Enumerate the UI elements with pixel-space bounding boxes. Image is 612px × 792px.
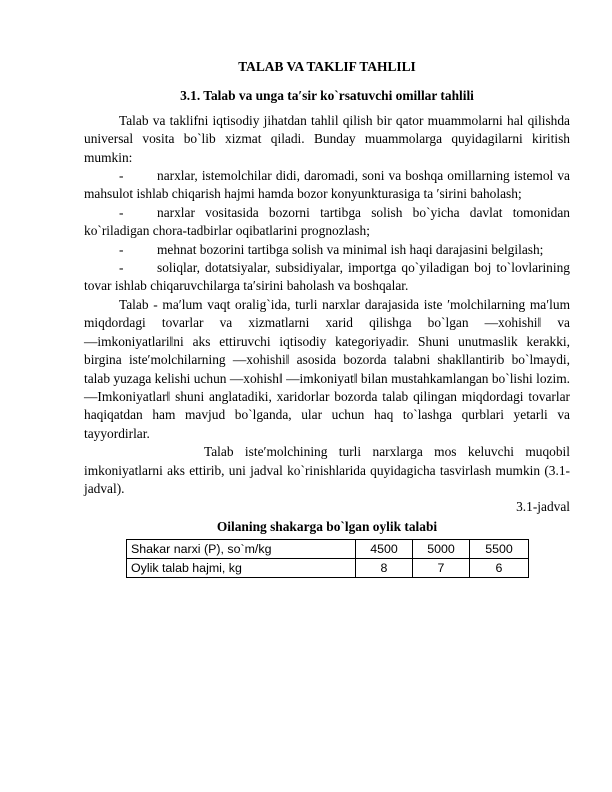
list-item-text: narxlar vositasida bozorni tartibga solish bo`yicha davlat tomonidan ko`riladigan chora-tadbirlar oqibatlarini prognozlash;: [84, 204, 570, 239]
table-cell: 4500: [356, 540, 413, 559]
table-cell-label: Oylik talab hajmi, kg: [127, 559, 356, 578]
section-title: 3.1. Talab va unga ta′sir ko`rsatuvchi omillar tahlili: [180, 88, 474, 104]
list-dash: -: [119, 260, 124, 276]
table-cell-label: Shakar narxi (P), so`m/kg: [127, 540, 356, 559]
table-row: [127, 540, 529, 559]
table-cell: 5000: [413, 540, 470, 559]
list-dash: -: [119, 204, 124, 220]
table-cell: 8: [356, 559, 413, 578]
list-item-text: narxlar, istemolchilar didi, daromadi, soni va boshqa omillarning istemol va mahsulot ishlab chiqarish hajmi hamda bozor konyunkturasiga ta ′sirini baholash;: [84, 168, 570, 202]
demand-definition-paragraph: Talab - ma′lum vaqt oralig`ida, turli narxlar darajasida iste ′molchilarning ma′lum miqdordagi tovarlar va xizmatlarni xarid qilishga bo`lgan ―xohishi‖ va ―imkoniyatlari‖ni aks ettiruvchi iqtisodiy kategoriyadir. Shuni unutmaslik kerakki, birgina iste′molchilarning ―xohishi‖ asosida bozorda talabni shakllantirib bo`lmaydi, talab yuzaga kelishi uchun ―xohish‖ ―imkoniyat‖ bilan mustahkamlangan bo`lishi lozim. ―Imkoniyatlar‖ shuni anglatadiki, xaridorlar bozorda talab qilingan miqdordagi tovarlar haqiqatdan ham mavjud bo`lganda, ular uchun haq to`lashga qurblari yetarli va tayyordirlar.: [84, 296, 570, 441]
table-cell: 7: [413, 559, 470, 578]
table-cell: 5500: [470, 540, 529, 559]
demand-table: [126, 539, 529, 578]
list-item: [84, 241, 570, 259]
table-label: 3.1-jadval: [516, 499, 570, 515]
table-row: [127, 559, 529, 578]
document-heading: TALAB VA TAKLIF TAHLILI: [238, 59, 416, 74]
table-cell: 6: [470, 559, 529, 578]
list-item: [84, 259, 570, 296]
intro-paragraph: Talab va taklifni iqtisodiy jihatdan tahlil qilish bir qator muammolarni hal qilishda universal vosita bo`lib xizmat qiladi. Bunday muammolarga quyidagilarni kiritish mumkin:: [84, 112, 570, 165]
list-dash: -: [119, 241, 124, 257]
list-item: [84, 204, 570, 241]
list-item: [84, 167, 570, 204]
list-item-text: mehnat bozorini tartibga solish va minimal ish haqi darajasini belgilash;: [157, 241, 544, 257]
table-intro-paragraph: Talab iste′molchining turli narxlarga mos keluvchi muqobil imkoniyatlarni aks ettirib, uni jadval ko`rinishlarida quyidagicha tasvirlash mumkin (3.1-jadval).: [84, 444, 570, 496]
list-dash: -: [119, 168, 124, 184]
table-title: Oilaning shakarga bo`lgan oylik talabi: [216, 518, 438, 534]
list-item-text: soliqlar, dotatsiyalar, subsidiyalar, importga qo`yiladigan boj to`lovlarining tovar ishlab chiqaruvchilarga ta′sirini baholash va boshqalar.: [84, 260, 570, 294]
document-page: [84, 58, 570, 578]
